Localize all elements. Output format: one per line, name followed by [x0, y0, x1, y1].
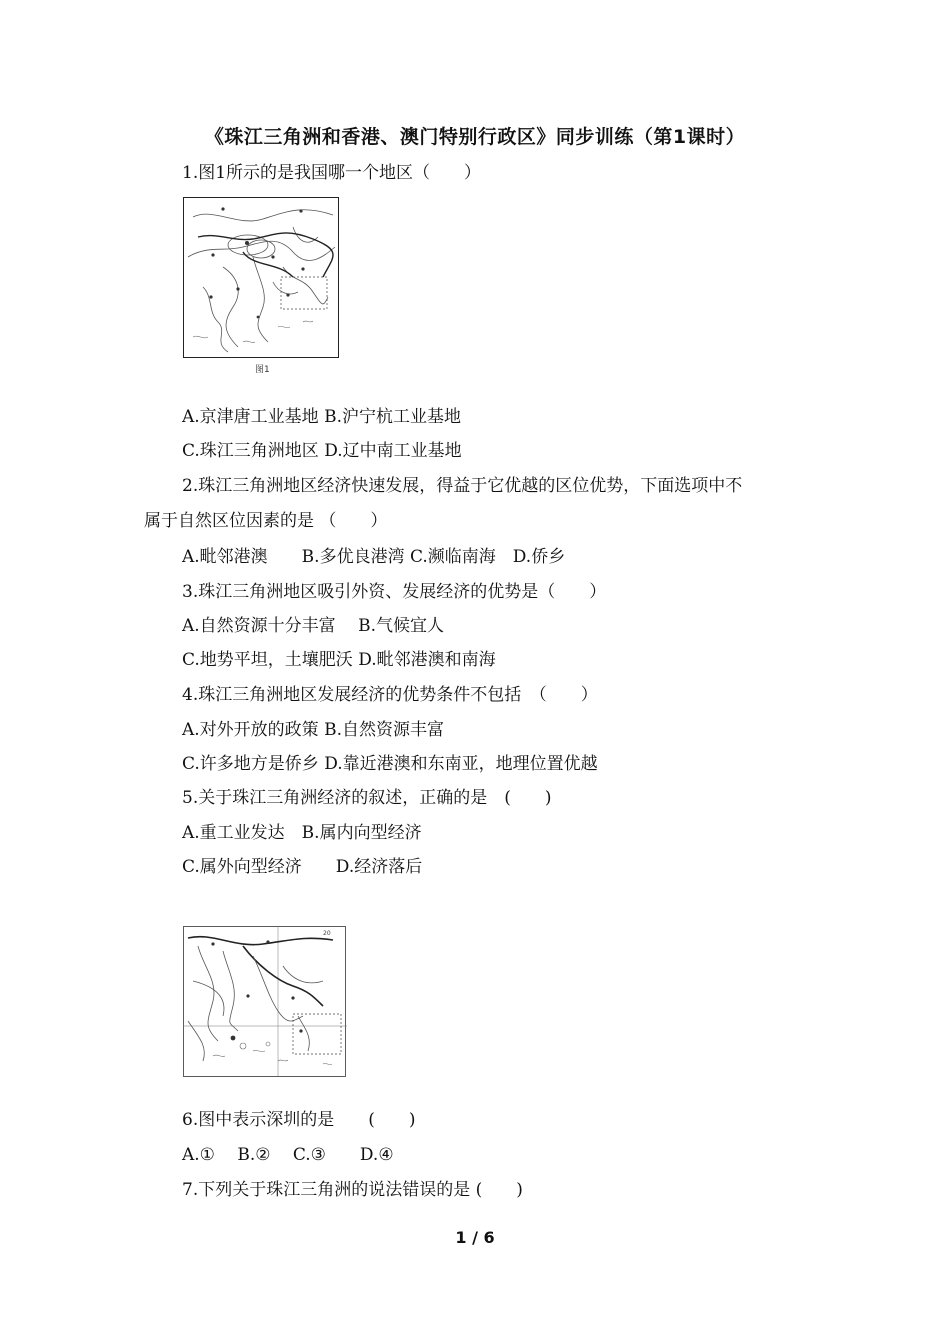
question-3-stem: 3.珠江三角洲地区吸引外资、发展经济的优势是（ ）	[182, 582, 607, 602]
question-5-options-cd: C.属外向型经济 D.经济落后	[182, 857, 423, 877]
question-1-options-cd: C.珠江三角洲地区 D.辽中南工业基地	[182, 441, 462, 461]
page-title: 《珠江三角洲和香港、澳门特别行政区》同步训练（第1课时）	[204, 126, 746, 148]
page-number: 1 / 6	[455, 1228, 495, 1247]
figure-2-map	[183, 926, 347, 1078]
question-7-stem: 7.下列关于珠江三角洲的说法错误的是 ( )	[182, 1180, 523, 1200]
question-3-options-ab: A.自然资源十分丰富 B.气候宜人	[182, 616, 444, 636]
question-3-options-cd: C.地势平坦，土壤肥沃 D.毗邻港澳和南海	[182, 650, 496, 670]
question-6-stem: 6.图中表示深圳的是 ( )	[182, 1110, 416, 1130]
question-2-stem-line-1: 2.珠江三角洲地区经济快速发展，得益于它优越的区位优势，下面选项中不	[182, 476, 743, 496]
question-4-options-cd: C.许多地方是侨乡 D.靠近港澳和东南亚，地理位置优越	[182, 754, 598, 774]
figure-1-caption: 图1	[255, 365, 270, 375]
question-5-options-ab: A.重工业发达 B.属内向型经济	[182, 823, 422, 843]
figure-2-scale-mark: 20	[323, 930, 331, 937]
question-5-stem: 5.关于珠江三角洲经济的叙述，正确的是 ( )	[182, 788, 552, 808]
question-2-options: A.毗邻港澳 B.多优良港湾 C.濒临南海 D.侨乡	[182, 547, 566, 567]
question-1-options-ab: A.京津唐工业基地 B.沪宁杭工业基地	[182, 407, 461, 427]
figure-1-map	[183, 197, 340, 359]
question-6-options: A.① B.② C.③ D.④	[182, 1145, 394, 1165]
question-4-stem: 4.珠江三角洲地区发展经济的优势条件不包括 （ ）	[182, 685, 598, 705]
question-2-stem-line-2: 属于自然区位因素的是 （ ）	[144, 511, 388, 531]
question-1-stem: 1.图1所示的是我国哪一个地区（ ）	[182, 163, 482, 183]
question-4-options-ab: A.对外开放的政策 B.自然资源丰富	[182, 720, 444, 740]
